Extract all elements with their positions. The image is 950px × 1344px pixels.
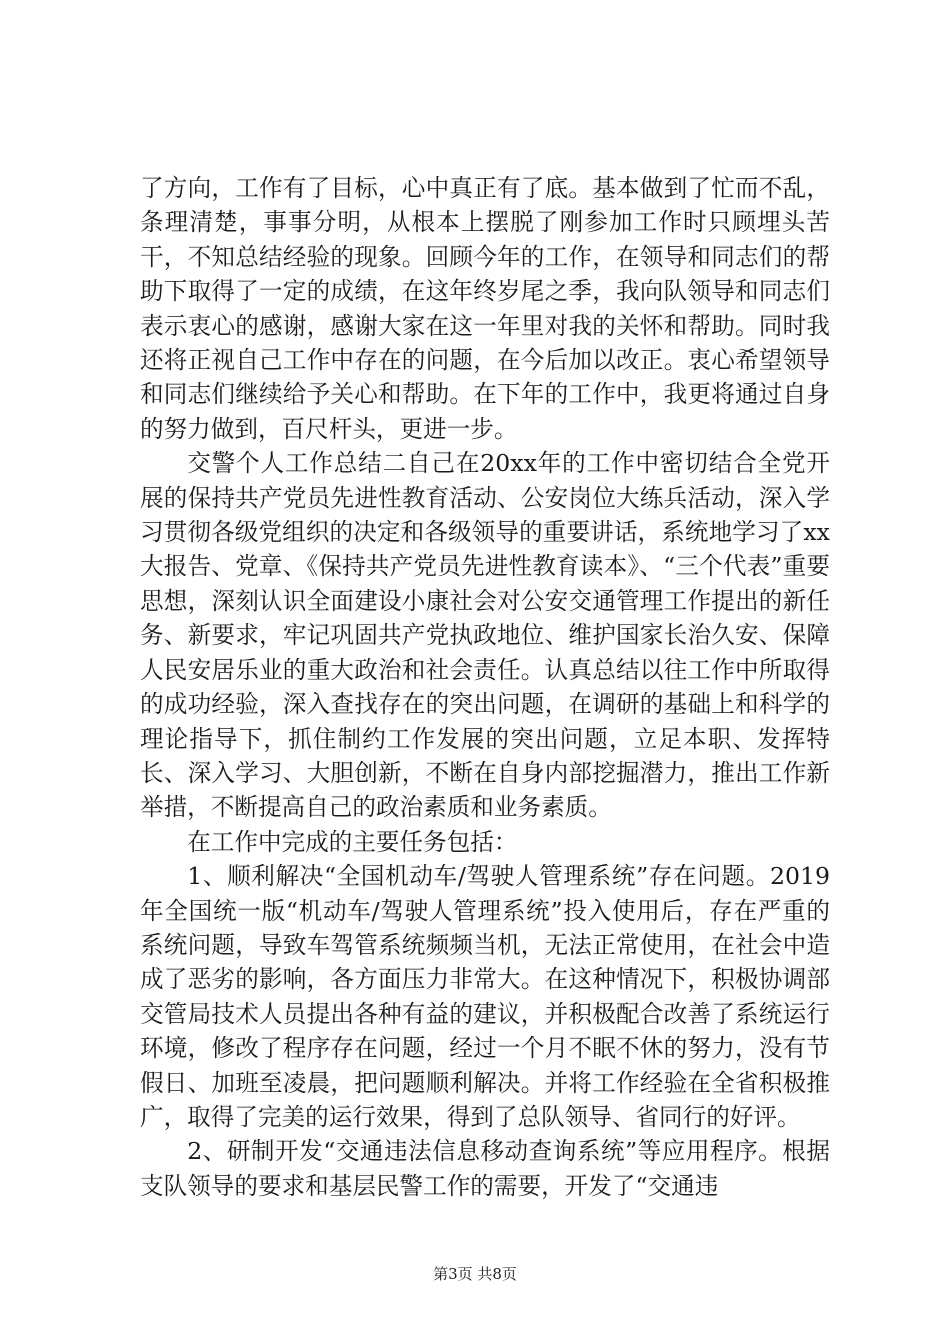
paragraph-summary-two: 交警个人工作总结二自己在20xx年的工作中密切结合全党开展的保持共产党员先进性教育活动、公安岗位大练兵活动，深入学习贯彻各级党组织的决定和各级领导的重要讲话，系统地学习了xx大报告、党章、《保持共产党员先进性教育读本》、“三个代表”重要思想，深刻认识全面建设小康社会对公安交通管理工作提出的新任务、新要求，牢记巩固共产党执政地位、维护国家长治久安、保障人民安居乐业的重大政治和社会责任。认真总结以往工作中所取得的成功经验，深入查找存在的突出问题，在调研的基础上和科学的理论指导下，抓住制约工作发展的突出问题，立足本职、发挥特长、深入学习、大胆创新，不断在自身内部挖掘潜力，推出工作新举措，不断提高自己的政治素质和业务素质。 [140, 449, 830, 822]
paragraph-tasks-intro: 在工作中完成的主要任务包括： [187, 827, 518, 856]
paragraph-continuation: 了方向，工作有了目标，心中真正有了底。基本做到了忙而不乱，条理清楚，事事分明，从根本上摆脱了刚参加工作时只顾埋头苦干，不知总结经验的现象。回顾今年的工作，在领导和同志们的帮助下取得了一定的成绩，在这年终岁尾之季，我向队领导和同志们表示衷心的感谢，感谢大家在这一年里对我的关怀和帮助。同时我还将正视自己工作中存在的问题，在今后加以改正。衷心希望领导和同志们继续给予关心和帮助。在下年的工作中，我更将通过自身的努力做到，百尺杆头，更进一步。 [140, 174, 830, 443]
document-body [140, 171, 830, 1203]
paragraph-task-1: 1、顺利解决“全国机动车/驾驶人管理系统”存在问题。2019年全国统一版“机动车/驾驶人管理系统”投入使用后，存在严重的系统问题，导致车驾管系统频频当机，无法正常使用，在社会中造成了恶劣的影响，各方面压力非常大。在这种情况下，积极协调部交管局技术人员提出各种有益的建议，并积极配合改善了系统运行环境，修改了程序存在问题，经过一个月不眠不休的努力，没有节假日、加班至凌晨，把问题顺利解决。并将工作经验在全省积极推广，取得了完美的运行效果，得到了总队领导、省同行的好评。 [140, 862, 830, 1131]
page-number-footer: 第3页 共8页 [433, 1265, 517, 1283]
paragraph-task-2: 2、研制开发“交通违法信息移动查询系统”等应用程序。根据支队领导的要求和基层民警工作的需要，开发了“交通违 [140, 1137, 830, 1200]
